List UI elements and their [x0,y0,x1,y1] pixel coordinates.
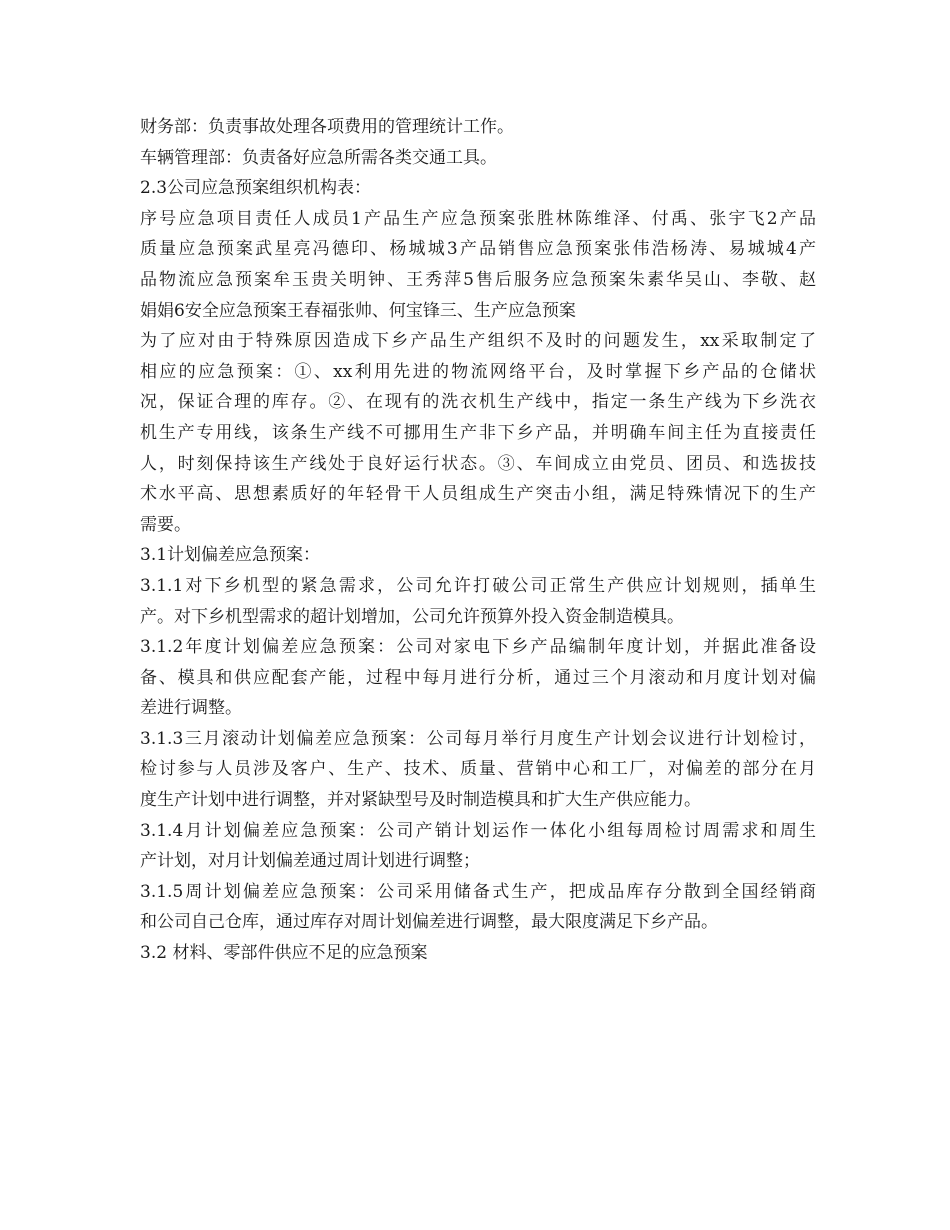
text-line: 2.3公司应急预案组织机构表： [140,178,372,199]
paragraph-production-plan [140,326,816,540]
text-line: 3.1.3三月滚动计划偏差应急预案：公司每月举行月度生产计划会议进行计划检讨， [140,728,816,749]
text-line: 3.2 材料、零部件供应不足的应急预案 [140,943,428,964]
paragraph-3-1-2 [140,632,816,724]
text-line: 备、模具和供应配套产能，过程中每月进行分析，通过三个月滚动和月度计划对偏 [140,667,816,688]
text-line: 度生产计划中进行调整，并对紧缺型号及时制造模具和扩大生产供应能力。 [140,790,701,811]
text-line: 术水平高、思想素质好的年轻骨干人员组成生产突击小组，满足特殊情况下的生产 [140,484,816,505]
paragraph-3-1-1 [140,571,816,632]
text-line: 检讨参与人员涉及客户、生产、技术、质量、营销中心和工厂，对偏差的部分在月 [140,759,816,780]
heading-3-1 [140,540,816,571]
text-line: 3.1.5周计划偏差应急预案：公司采用储备式生产，把成品库存分散到全国经销商 [140,881,816,902]
text-line: 3.1计划偏差应急预案： [140,545,321,566]
text-line: 财务部：负责事故处理各项费用的管理统计工作。 [140,117,514,137]
text-line: 3.1.2年度计划偏差应急预案：公司对家电下乡产品编制年度计划，并据此准备设 [140,637,816,658]
text-line: 和公司自己仓库，通过库存对周计划偏差进行调整，最大限度满足下乡产品。 [140,912,718,933]
text-line: 娟娟6安全应急预案王春福张帅、何宝锋三、生产应急预案 [140,300,576,321]
paragraph-3-1-5 [140,877,816,938]
text-line: 车辆管理部：负责备好应急所需各类交通工具。 [140,147,497,168]
text-line: 产。对下乡机型需求的超计划增加，公司允许预算外投入资金制造模具。 [140,606,684,627]
text-line: 人，时刻保持该生产线处于良好运行状态。③、车间成立由党员、团员、和选拔技 [140,453,816,474]
text-line: 质量应急预案武星亮冯德印、杨城城3产品销售应急预案张伟浩杨涛、易城城4产 [140,239,816,260]
paragraph-3-1-3 [140,724,816,816]
text-line: 产计划，对月计划偏差通过周计划进行调整； [140,851,480,872]
document-page [140,112,816,969]
text-line: 需要。 [140,514,191,535]
text-line: 况，保证合理的库存。②、在现有的洗衣机生产线中，指定一条生产线为下乡洗衣 [140,392,816,413]
paragraph-finance-dept [140,112,816,143]
text-line: 为了应对由于特殊原因造成下乡产品生产组织不及时的问题发生，xx采取制定了 [140,331,816,352]
text-line: 相应的应急预案：①、xx利用先进的物流网络平台，及时掌握下乡产品的仓储状 [140,361,816,382]
heading-3-2 [140,938,816,969]
text-line: 3.1.4月计划偏差应急预案：公司产销计划运作一体化小组每周检讨周需求和周生 [140,820,816,841]
text-line: 差进行调整。 [140,698,242,719]
text-line: 序号应急项目责任人成员1产品生产应急预案张胜林陈维泽、付禹、张宇飞2产品 [140,208,816,229]
text-line: 3.1.1对下乡机型的紧急需求，公司允许打破公司正常生产供应计划规则，插单生 [140,575,816,596]
paragraph-org-table [140,204,816,326]
paragraph-3-1-4 [140,816,816,877]
paragraph-vehicle-dept [140,143,816,174]
text-line: 品物流应急预案牟玉贵关明钟、王秀萍5售后服务应急预案朱素华吴山、李敬、赵 [140,269,816,290]
text-line: 机生产专用线，该条生产线不可挪用生产非下乡产品，并明确车间主任为直接责任 [140,422,816,443]
heading-2-3 [140,173,816,204]
